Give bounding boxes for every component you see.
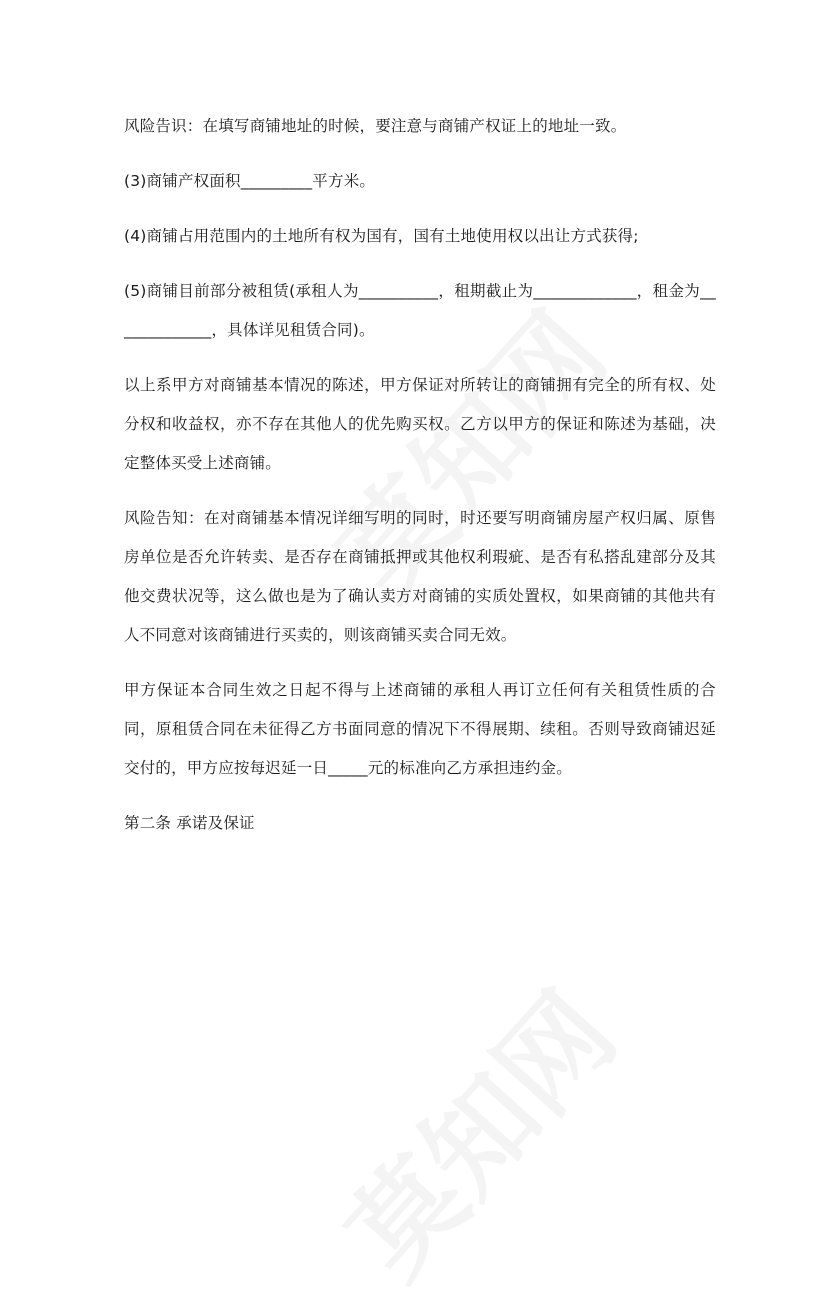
clause-4-land: (4)商铺占用范围内的土地所有权为国有，国有土地使用权以出让方式获得; <box>124 227 639 245</box>
document-body <box>124 107 716 843</box>
risk-notice-property: 风险告知：在对商铺基本情况详细写明的同时，时还要写明商铺房屋产权归属、原售房单位是否允许转卖、是否存在商铺抵押或其他权利瑕疵、是否有私搭乱建部分及其他交费状况等，这么做也是为了确认卖方对商铺的实质处置权，如果商铺的其他共有人不同意对该商铺进行买卖的，则该商铺买卖合同无效。 <box>124 509 716 644</box>
watermark <box>306 954 644 1304</box>
section-heading: 第二条 承诺及保证 <box>124 814 255 832</box>
clause-5-lease: (5)商铺目前部分被租赁(承租人为__________，租期截止为_____________，租金为_____________，具体详见租赁合同)。 <box>124 282 716 339</box>
clause-3-area: (3)商铺产权面积_________平方米。 <box>124 172 376 190</box>
risk-notice-address: 风险告识：在填写商铺地址的时候，要注意与商铺产权证上的地址一致。 <box>124 117 627 135</box>
seller-statement: 以上系甲方对商铺基本情况的陈述，甲方保证对所转让的商铺拥有完全的所有权、处分权和收益权，亦不存在其他人的优先购买权。乙方以甲方的保证和陈述为基础，决定整体买受上述商铺。 <box>124 376 716 472</box>
seller-guarantee-lease: 甲方保证本合同生效之日起不得与上述商铺的承租人再订立任何有关租赁性质的合同，原租赁合同在未征得乙方书面同意的情况下不得展期、续租。否则导致商铺迟延交付的，甲方应按每迟延一日_____元的标准向乙方承担违约金。 <box>124 681 716 777</box>
